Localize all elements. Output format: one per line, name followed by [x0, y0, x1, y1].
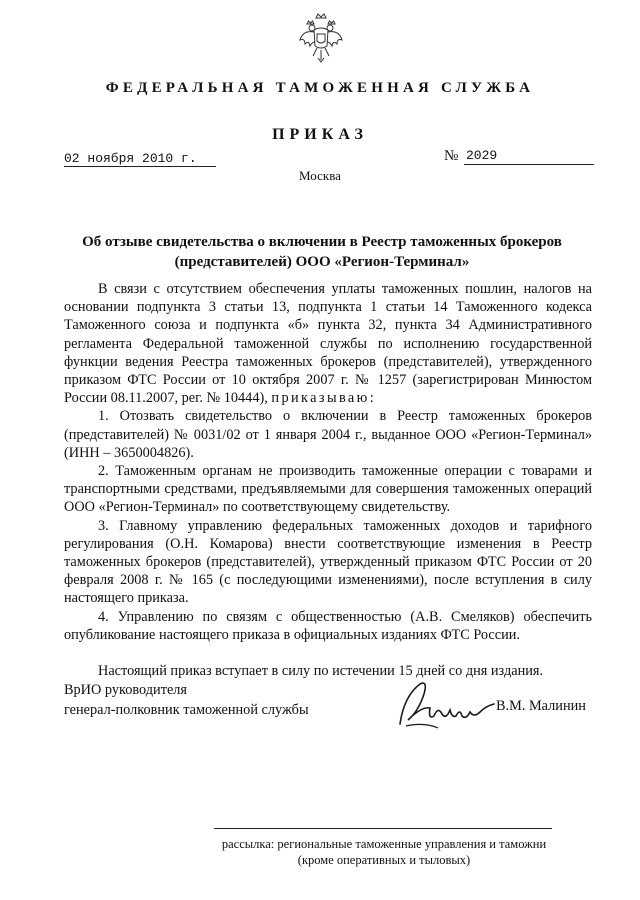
- preamble-paragraph: [64, 280, 592, 407]
- number-sign: №: [444, 148, 459, 164]
- distribution-list: [214, 836, 554, 868]
- subject-line-1: Об отзыве свидетельства о включении в Реестр таможенных брокеров: [82, 234, 562, 250]
- signatory-title-line-1: ВрИО руководителя: [64, 682, 188, 698]
- order-number: 2029: [464, 148, 594, 165]
- distribution-divider: [214, 828, 552, 829]
- signatory-name: В.М. Малинин: [496, 698, 586, 714]
- item-3: 3. Главному управлению федеральных таможенных доходов и тарифного регулирования (О.Н. Комарова) внести соответствующие изменения в Реестр таможенных брокеров (представителей), утвержденный приказом ФТС России от 20 февраля 2008 г. № 165 (с последующими изменениями), после вступления в силу настоящего приказа.: [64, 517, 592, 607]
- signatory-title-line-2: генерал-полковник таможенной службы: [64, 702, 309, 718]
- city: Москва: [299, 168, 341, 183]
- coat-of-arms-icon: [297, 12, 345, 68]
- distribution-line-2: (кроме оперативных и тыловых): [297, 853, 471, 867]
- item-4: 4. Управлению по связям с общественностью (А.В. Смеляков) обеспечить опубликование настоящего приказа в официальных изданиях ФТС России.: [64, 608, 592, 643]
- order-number-block: [444, 148, 594, 165]
- preamble-text: В связи с отсутствием обеспечения уплаты таможенных пошлин, налогов на основании подпункта 3 статьи 13, подпункта 1 статьи 14 Таможенного кодекса Таможенного союза и подпункта «б» пункта 32, пункта 34 Административного регламента Федеральной таможенной службы по исполнению государственной функции ведения Реестра таможенных брокеров (представителей), утвержденного приказом ФТС России от 10 октября 2007 г. № 1257 (зарегистрирован Минюстом России 08.11.2007, рег. № 10444),: [64, 281, 592, 407]
- distribution-line-1: рассылка: региональные таможенные управления и таможни: [221, 837, 547, 851]
- document-type-title: ПРИКАЗ: [272, 126, 368, 143]
- effective-clause: Настоящий приказ вступает в силу по истечении 15 дней со дня издания.: [98, 663, 544, 680]
- order-date: 02 ноября 2010 г.: [64, 152, 216, 167]
- handwritten-signature-icon: [394, 676, 498, 738]
- signatory-title: [64, 680, 309, 720]
- order-body: [64, 280, 592, 680]
- order-word: приказываю:: [271, 390, 377, 407]
- order-subject: [80, 232, 564, 272]
- item-2: 2. Таможенным органам не производить таможенные операции с товарами и транспортными средствами, предъявляемыми для совершения таможенных операций ООО «Регион-Терминал» по соответствующему свидетельству.: [64, 463, 592, 516]
- item-1: 1. Отозвать свидетельство о включении в Реестр таможенных брокеров (представителей) № 0031/02 от 1 января 2004 г., выданное ООО «Регион-Терминал» (ИНН – 3650004826).: [64, 408, 592, 461]
- agency-name: ФЕДЕРАЛЬНАЯ ТАМОЖЕННАЯ СЛУЖБА: [105, 80, 535, 96]
- subject-line-2: (представителей) ООО «Регион-Терминал»: [174, 254, 470, 270]
